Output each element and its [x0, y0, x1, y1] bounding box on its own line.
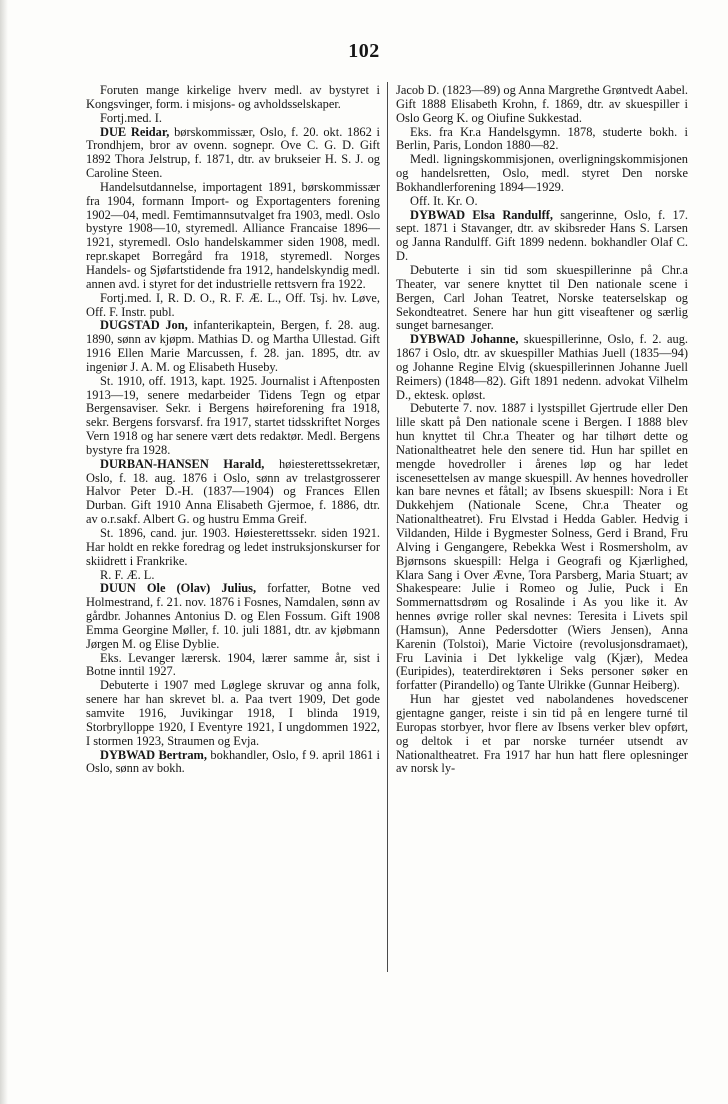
entry-duun-ole: DUUN Ole (Olav) Julius, forfatter, Botne ved Holmestrand, f. 21. nov. 1876 i Fosnes, Namdalen, sønn av gårdbr. Johannes Antonius D. og Elen Fossum. Gift 1908 Emma Georgine Møller, f. 10. juli 1881, dtr. av kjøbmann Jørgen M. og Elise Dyblie. — [86, 581, 380, 651]
paragraph: Debuterte i 1907 med Løglege skruvar og anna folk, senere har han skrevet bl. a. Paa tvert 1909, Det gode samvite 1916, Juvikingar 1918, I blinda 1919, Storbrylloppe 1920, I Eventyre 1921, I ungdommen 1922, I stormen 1923, Straumen og Evja. — [86, 678, 380, 748]
paragraph: Handelsutdannelse, importagent 1891, børskommissær fra 1904, formann Import- og Exportagenters forening 1902—04, medl. Femtimannsutvalget fra 1903, medl. Oslo bystyre 1908—10, styremedl. Alliance Francaise 1896—1921, styremedl. Oslo handelskammer siden 1908, medl. repr.skapet Borregård fra 1918, styremedl. Norges Handels- og Sjøfartstidende fra 1912, handelskyndig medl. annen avd. i styret for det industrielle rettsvern fra 1922. — [86, 179, 380, 291]
entry-dybwad-johanne: DYBWAD Johanne, skuespillerinne, Oslo, f. 2. aug. 1867 i Oslo, dtr. av skuespiller Mathias Juell (1835—94) og Johanne Regine Elvig (skuespillerinnen Johanne Juell Reimers) (1848—82). Gift 1891 nedenn. advokat Vilhelm D., ektesk. opløst. — [396, 332, 688, 402]
entry-headword: DUE Reidar, — [100, 124, 170, 139]
paragraph: Eks. Levanger lærersk. 1904, lærer samme år, sist i Botne inntil 1927. — [86, 650, 380, 679]
paragraph: Fortj.med. I, R. D. O., R. F. Æ. L., Off. Tsj. hv. Løve, Off. F. Instr. publ. — [86, 290, 380, 319]
paragraph: Foruten mange kirkelige hverv medl. av bystyret i Kongsvinger, form. i misjons- og avholdsselskaper. — [86, 84, 380, 111]
paragraph: R. F. Æ. L. — [100, 567, 155, 582]
entry-dybwad-elsa: DYBWAD Elsa Randulff, sangerinne, Oslo, f. 17. sept. 1871 i Stavanger, dtr. av skibsreder Hans S. Larsen og Janna Randulff. Gift 1899 nedenn. bokhandler Olaf C. D. — [396, 207, 688, 264]
entry-headword: DUUN Ole (Olav) Julius, — [100, 581, 257, 596]
paragraph: St. 1896, cand. jur. 1903. Høiesterettssekr. siden 1921. Har holdt en rekke foredrag og ledet instruksjonskurser for skiidrett i Frankrike. — [86, 526, 380, 568]
entry-dugstad-jon: DUGSTAD Jon, infanterikaptein, Bergen, f. 28. aug. 1890, sønn av kjøpm. Mathias D. og Martha Ullestad. Gift 1916 Ellen Marie Marcussen, f. 28. jan. 1895, dtr. av ingeniør J. A. M. og Elisabeth Huseby. — [86, 318, 380, 374]
paragraph: Fortj.med. I. — [100, 110, 162, 125]
entry-dybwad-bertram: DYBWAD Bertram, bokhandler, Oslo, f 9. april 1861 i Oslo, sønn av bokh. — [86, 747, 380, 776]
paragraph: Debuterte i sin tid som skuespillerinne på Chr.a Theater, var senere knyttet til Den nationale scene i Bergen, Carl Johan Teatret, Norske teaterselskap og Sekondteatret. Senere har hun gitt viseaftener og særlig sunget barnesanger. — [396, 262, 688, 333]
left-column — [86, 84, 380, 984]
column-divider — [387, 82, 388, 972]
entry-headword: DUGSTAD Jon, — [100, 318, 188, 333]
paragraph: St. 1910, off. 1913, kapt. 1925. Journalist i Aftenposten 1913—19, senere medarbeider Tidens Tegn og etpar Bergensaviser. Sekr. i Bergens høireforening fra 1918, sekr. Bergens forsvarsf. fra 1917, startet tidsskriftet Norges Vern 1918 og har senere vært dets redaktør. Medl. Bergens bystyre fra 1928. — [86, 373, 380, 457]
paragraph: Eks. fra Kr.a Handelsgymn. 1878, studerte bokh. i Berlin, Paris, London 1880—82. — [396, 124, 688, 153]
entry-headword: DYBWAD Johanne, — [410, 332, 519, 347]
paragraph: Off. It. Kr. O. — [410, 193, 478, 208]
entry-due-reidar: DUE Reidar, børskommissær, Oslo, f. 20. okt. 1862 i Trondhjem, bror av ovenn. sognepr. Ove C. G. D. Gift 1892 Thora Jelstrup, f. 1871, dtr. av brukseier H. S. J. og Caroline Steen. — [86, 124, 380, 181]
paragraph: Hun har gjestet ved nabolandenes hovedscener gjentagne ganger, reiste i sin tid på en lengere turné til Europas storbyer, hvor flere av Ibsens verker blev opført, og deltok i et par norske turnéer utsendt av Nationaltheatret. Fra 1917 har hun hatt flere oplesninger av norsk ly- — [396, 692, 688, 776]
entry-headword: DYBWAD Elsa Randulff, — [410, 207, 553, 222]
entry-headword: DURBAN-HANSEN Harald, — [100, 456, 265, 471]
entry-durban-hansen-harald: DURBAN-HANSEN Harald, høiesterettssekretær, Oslo, f. 18. aug. 1876 i Oslo, sønn av trelastgrosserer Halvor Peter D.-H. (1837—1904) og Frances Ellen Durban. Gift 1910 Anna Elisabeth Gjermoe, f. 1886, dtr. av o.r.sakf. Albert G. og hustru Emma Greif. — [86, 456, 380, 527]
scan-edge-shadow — [0, 0, 8, 1104]
paragraph: Medl. ligningskommisjonen, overligningskommisjonen og handelsretten, Oslo, medl. styret Den norske Bokhandlerforening 1894—1929. — [396, 152, 688, 194]
paragraph: Jacob D. (1823—89) og Anna Margrethe Grøntvedt Aabel. Gift 1888 Elisabeth Krohn, f. 1869, dtr. av skuespiller i Oslo Georg K. og Oiufine Sukkestad. — [396, 84, 688, 125]
entry-headword: DYBWAD Bertram, — [100, 747, 207, 762]
right-column — [396, 84, 688, 984]
paragraph: Debuterte 7. nov. 1887 i lystspillet Gjertrude eller Den lille skatt på Den nationale scene i Bergen. I 1888 blev hun knyttet til Chr.a Theater og har tilhørt dette og Nationaltheatret hele den senere tid. Hun har spillet en mengde hovedroller i årenes løp og har ledet iscenesettelsen av mange skuespill. Av hennes hovedroller kan bare nevnes et fåtall; av Ibsens skuespill: Nora i Et Dukkehjem (Nationale Scene, Chr.a Theater og Nationaltheatret). Fru Elvstad i Hedda Gabler. Hedvig i Vildanden, Hilde i Bygmester Solness, Gerd i Brand, Fru Alving i Gengangere, Rebekka West i Rosmersholm, av Bjørnsons skuespill: Helga i Geografi og Kjærlighed, Klara Sang i Over Ævne, Tora Parsberg, Maria Stuart; av Shakespeare: Julie i Romeo og Julie, Puck i En Sommernattsdrøm og Rosalinde i As you like it. Av hennes øvrige roller skal nevnes: Teresita i Livets spil (Hamsun), Anne Pedersdotter (Wiers Jensen), Anna Karenin (Tolstoi), Marie Victoire (revolusjonsdramaet), Fru Lavinia i Det lykkelige valg (Kjær), Medea (Euripides), teaterdirektøren i Seks personer søker en forfatter (Pirandello) og Tante Ulrikke (Gunnar Heiberg). — [396, 401, 688, 693]
page-number: 102 — [348, 40, 380, 62]
